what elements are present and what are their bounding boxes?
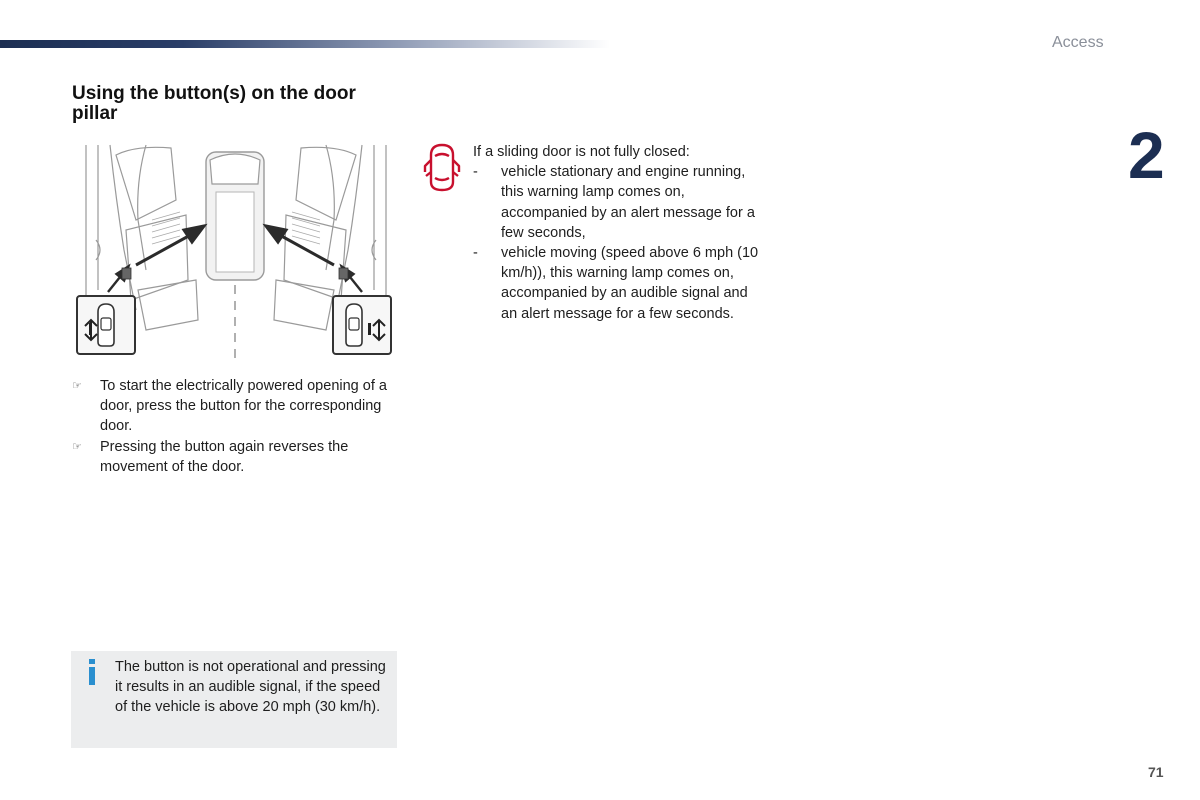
list-item	[473, 162, 763, 243]
instruction-text: To start the electrically powered opening of a door, press the button for the corresponding door.	[100, 378, 387, 435]
pointing-hand-icon: ☞	[72, 380, 82, 392]
info-box	[71, 651, 397, 748]
van-door-pillar-buttons-diagram	[76, 140, 396, 360]
list-item	[72, 437, 392, 477]
warning-intro: If a sliding door is not fully closed:	[473, 144, 690, 160]
door-open-warning-icon	[423, 142, 461, 194]
info-icon	[85, 659, 99, 685]
warning-description	[473, 142, 763, 324]
warning-item-text: vehicle moving (speed above 6 mph (10 km/h)), this warning lamp comes on, accompanied by an audible signal and an alert message for a few seconds.	[501, 245, 759, 322]
header-gradient-bar	[0, 40, 610, 48]
instruction-text: Pressing the button again reverses the movement of the door.	[100, 438, 349, 475]
pointing-hand-icon: ☞	[72, 440, 82, 453]
section-label: Access	[1052, 34, 1104, 51]
list-marker: -	[473, 245, 478, 262]
page-heading: Using the button(s) on the door pillar	[72, 83, 356, 124]
warning-list	[473, 162, 763, 324]
warning-item-text: vehicle stationary and engine running, this warning lamp comes on, accompanied by an alert message for a few seconds,	[501, 164, 755, 241]
instruction-list	[72, 376, 392, 477]
list-marker: -	[473, 164, 478, 181]
chapter-number: 2	[1128, 118, 1165, 192]
page-number: 71	[1148, 764, 1164, 780]
list-item	[72, 376, 392, 437]
list-item	[473, 243, 763, 324]
info-text: The button is not operational and pressing it results in an audible signal, if the speed of the vehicle is above 20 mph (30 km/h).	[115, 659, 386, 716]
